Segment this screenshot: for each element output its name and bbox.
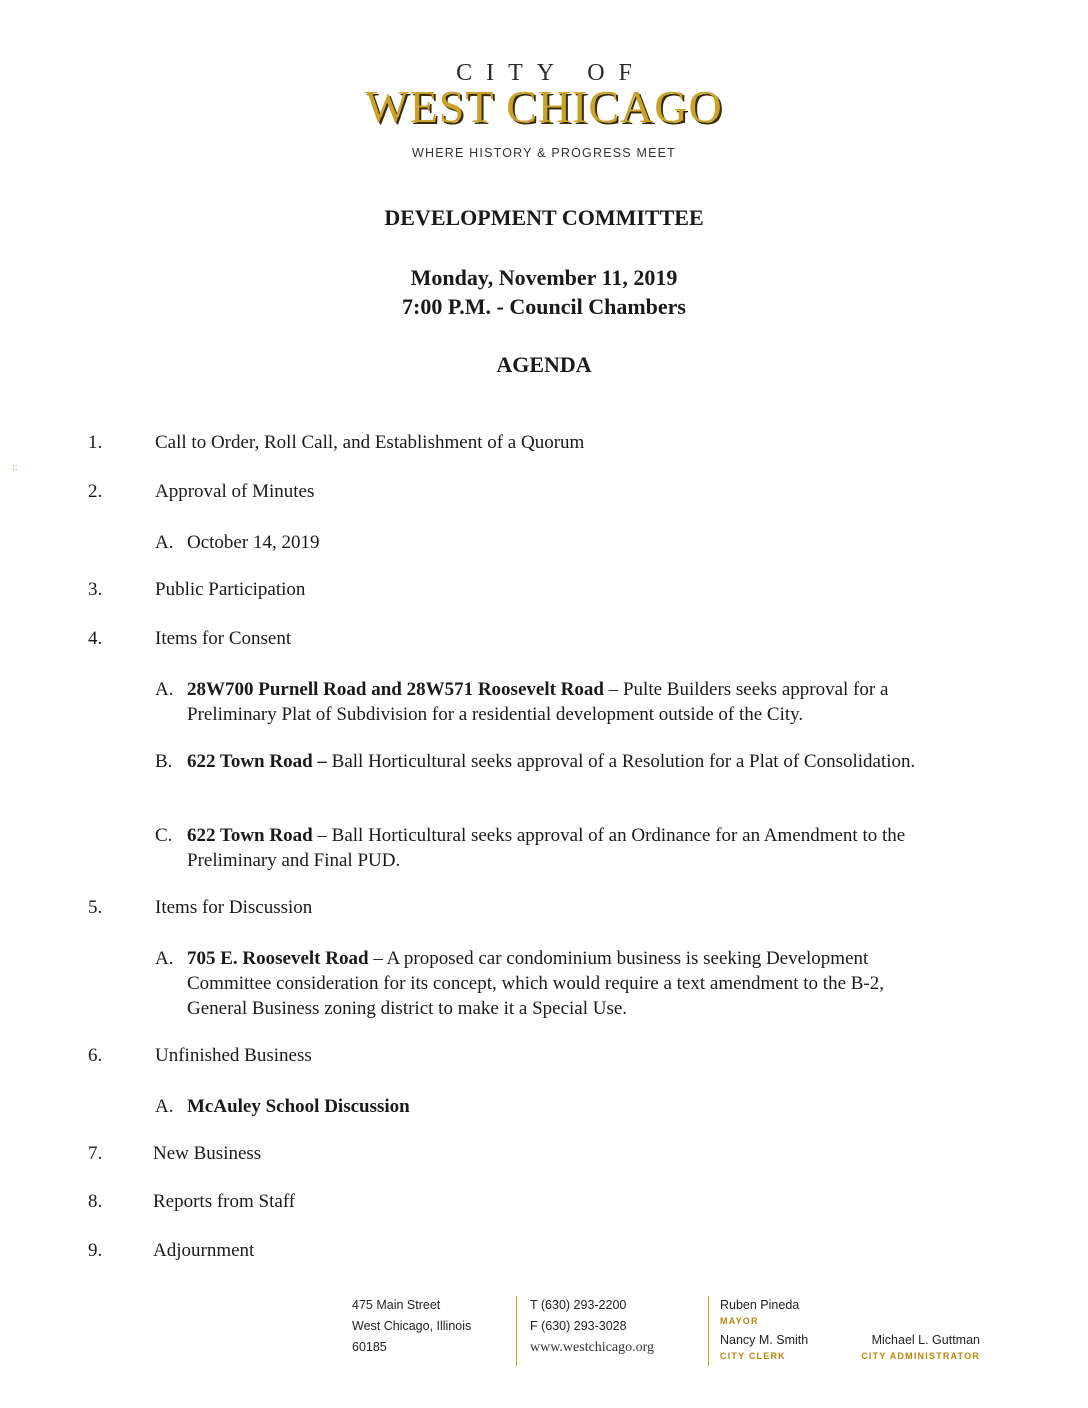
mayor-name: Ruben Pineda <box>720 1298 800 1312</box>
clerk-role: CITY CLERK <box>720 1351 786 1361</box>
sub-item-consent-c <box>155 823 945 873</box>
footer-contact <box>530 1295 654 1358</box>
sub-item-minutes-a <box>155 530 945 555</box>
meeting-time: 7:00 P.M. - Council Chambers <box>402 294 686 319</box>
item-label-8: Reports from Staff <box>153 1191 296 1212</box>
item-label-4: Items for Consent <box>155 628 292 649</box>
sub-item-text: – Ball Horticultural seeks approval of an Ordinance for an Amendment to the Preliminary and Final PUD. <box>187 825 906 871</box>
sub-item-bold: McAuley School Discussion <box>187 1096 410 1117</box>
sub-item-letter: C. <box>155 825 173 846</box>
website-link[interactable]: www.westchicago.org <box>530 1340 655 1355</box>
item-label-3: Public Participation <box>155 579 306 600</box>
item-number-4: 4. <box>88 628 103 649</box>
sub-item-unfinished-a <box>155 1094 945 1119</box>
address-line-1: 475 Main Street <box>352 1298 441 1312</box>
sub-item-bold: 28W700 Purnell Road and 28W571 Roosevelt Road <box>187 679 604 700</box>
item-label-2: Approval of Minutes <box>155 481 315 502</box>
sub-item-letter: A. <box>155 679 174 700</box>
item-label-5: Items for Discussion <box>155 897 313 918</box>
footer-divider-2 <box>708 1296 709 1366</box>
phone-number: T (630) 293-2200 <box>530 1298 627 1312</box>
sub-item-consent-b <box>155 749 945 774</box>
sub-item-letter: A. <box>155 948 174 969</box>
item-number-2: 2. <box>88 481 103 502</box>
address-line-2: West Chicago, Illinois <box>352 1319 472 1333</box>
footer-officials <box>720 1295 808 1361</box>
agenda-title: AGENDA <box>496 352 592 377</box>
sub-item-consent-a <box>155 677 945 727</box>
item-number-7: 7. <box>88 1143 103 1164</box>
meeting-date: Monday, November 11, 2019 <box>410 265 678 290</box>
sub-item-text: – A proposed car condominium business is seeking Development Committee consideration for its concept, which would require a text amendment to the B-2, General Business zoning district to make it a Special Use. <box>187 948 885 1019</box>
administrator-name: Michael L. Guttman <box>871 1333 980 1347</box>
fax-number: F (630) 293-3028 <box>530 1319 627 1333</box>
clerk-name: Nancy M. Smith <box>720 1333 809 1347</box>
item-number-9: 9. <box>88 1240 103 1261</box>
committee-title: DEVELOPMENT COMMITTEE <box>384 205 704 230</box>
sub-item-text: Ball Horticultural seeks approval of a Resolution for a Plat of Consolidation. <box>326 751 916 772</box>
sub-item-text: – Pulte Builders seeks approval for a Preliminary Plat of Subdivision for a residential development outside of the City. <box>187 679 889 725</box>
sub-item-text: October 14, 2019 <box>187 532 320 553</box>
item-number-6: 6. <box>88 1045 103 1066</box>
sub-item-bold: 622 Town Road <box>187 825 313 846</box>
sub-item-discussion-a <box>155 946 945 1021</box>
sub-item-bold: 622 Town Road – <box>187 751 327 772</box>
logo-west-chicago: WEST CHICAGO <box>365 81 723 132</box>
item-label-7: New Business <box>153 1143 262 1164</box>
margin-mark: :: <box>12 462 18 473</box>
item-label-9: Adjournment <box>153 1240 255 1261</box>
item-label-6: Unfinished Business <box>155 1045 312 1066</box>
footer-divider-1 <box>516 1296 517 1366</box>
logo-tagline: WHERE HISTORY & PROGRESS MEET <box>411 146 676 160</box>
sub-item-letter: A. <box>155 532 174 553</box>
logo-city-of: CITY OF <box>456 60 646 86</box>
item-label-1: Call to Order, Roll Call, and Establishment of a Quorum <box>155 432 585 453</box>
item-number-5: 5. <box>88 897 103 918</box>
sub-item-letter: B. <box>155 751 173 772</box>
footer-administrator <box>860 1330 980 1361</box>
footer-address <box>352 1295 471 1358</box>
administrator-role: CITY ADMINISTRATOR <box>861 1351 980 1361</box>
address-line-3: 60185 <box>352 1340 387 1354</box>
item-number-1: 1. <box>88 432 103 453</box>
sub-item-bold: 705 E. Roosevelt Road <box>187 948 369 969</box>
mayor-role: MAYOR <box>720 1316 759 1326</box>
item-number-3: 3. <box>88 579 103 600</box>
item-number-8: 8. <box>88 1191 103 1212</box>
sub-item-letter: A. <box>155 1096 174 1117</box>
